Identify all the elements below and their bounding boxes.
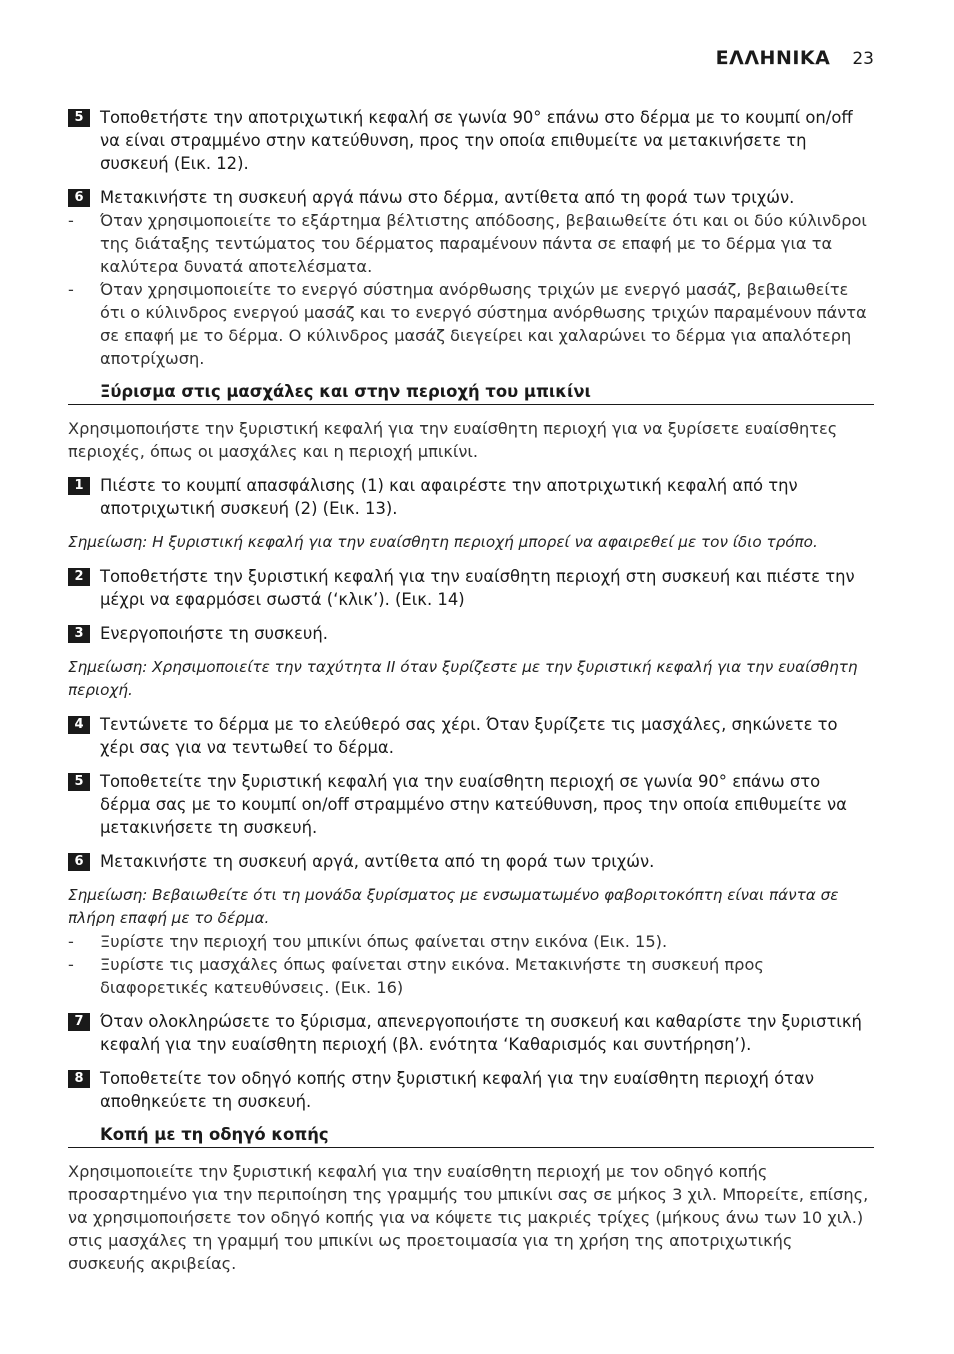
- step-item: [68, 1067, 874, 1113]
- step-number-badge: 3: [68, 625, 90, 643]
- note-text: Σημείωση: Χρησιμοποιείτε την ταχύτητα II όταν ξυρίζεστε με την ξυριστική κεφαλή για την ευαίσθητη περιοχή.: [68, 658, 858, 699]
- note-text: Σημείωση: Η ξυριστική κεφαλή για την ευαίσθητη περιοχή μπορεί να αφαιρεθεί με τον ίδιο τρόπο.: [68, 533, 818, 551]
- bullet-item: [68, 278, 874, 370]
- page-number: 23: [852, 49, 874, 69]
- step-item: [68, 850, 874, 873]
- paragraph: Χρησιμοποιήστε την ξυριστική κεφαλή για την ευαίσθητη περιοχή για να ξυρίσετε ευαίσθητες περιοχές, όπως οι μασχάλες και η περιοχή μπικίνι.: [68, 419, 838, 461]
- bullet-text: Όταν χρησιμοποιείτε το ενεργό σύστημα ανόρθωσης τριχών με ενεργό μασάζ, βεβαιωθείτε ότι ο κύλινδρος ενεργού μασάζ και το ενεργό σύστημα ανόρθωσης τριχών παραμένουν πάντα σε επαφή με το δέρμα. Ο κύλινδρος μασάζ διεγείρει και χαλαρώνει το δέρμα για απαλότερη αποτρίχωση.: [100, 280, 867, 368]
- step-item: [68, 1010, 874, 1056]
- step-number-badge: 5: [68, 773, 90, 791]
- section-heading: Ξύρισμα στις μασχάλες και στην περιοχή του μπικίνι: [68, 381, 874, 405]
- step-text: Πιέστε το κουμπί απασφάλισης (1) και αφαιρέστε την αποτριχωτική κεφαλή από την αποτριχωτική συσκευή (2) (Εικ. 13).: [100, 476, 798, 518]
- manual-content: [68, 106, 874, 1286]
- step-item: [68, 622, 874, 645]
- bullet-item: [68, 953, 874, 999]
- section-heading: Κοπή με τη οδηγό κοπής: [68, 1124, 874, 1148]
- step-text: Όταν ολοκληρώσετε το ξύρισμα, απενεργοποιήστε τη συσκευή και καθαρίστε την ξυριστική κεφαλή για την ευαίσθητη περιοχή (βλ. ενότητα ‘Καθαρισμός και συντήρηση’).: [100, 1012, 862, 1054]
- header-language: ΕΛΛΗΝΙΚΑ: [715, 47, 831, 69]
- dash-bullet-icon: -: [68, 932, 74, 951]
- step-number-badge: 5: [68, 109, 90, 127]
- step-number-badge: 7: [68, 1013, 90, 1031]
- dash-bullet-icon: -: [68, 280, 74, 299]
- bullet-list: [68, 930, 874, 999]
- paragraph: Χρησιμοποιείτε την ξυριστική κεφαλή για την ευαίσθητη περιοχή με τον οδηγό κοπής προσαρτημένο για την περιποίηση της γραμμής του μπικίνι σας σε μήκος 3 χιλ. Μπορείτε, επίσης, να χρησιμοποιήσετε τον οδηγό κοπής για να κόψετε τις μακριές τρίχες (μήκους άνω των 10 χιλ.) στις μασχάλες τη γραμμή του μπικίνι ως προετοιμασία για τη χρήση της αποτριχωτικής συσκευής ακριβείας.: [68, 1162, 869, 1273]
- step-item: [68, 770, 874, 839]
- step-text: Τεντώνετε το δέρμα με το ελεύθερό σας χέρι. Όταν ξυρίζετε τις μασχάλες, σηκώνετε το χέρι σας για να τεντωθεί το δέρμα.: [100, 715, 838, 757]
- dash-bullet-icon: -: [68, 211, 74, 230]
- step-number-badge: 8: [68, 1070, 90, 1088]
- bullet-text: Ξυρίστε την περιοχή του μπικίνι όπως φαίνεται στην εικόνα (Εικ. 15).: [100, 932, 668, 951]
- step-number-badge: 6: [68, 853, 90, 871]
- step-item: [68, 474, 874, 520]
- step-text: Τοποθετήστε την ξυριστική κεφαλή για την ευαίσθητη περιοχή στη συσκευή και πιέστε την μέχρι να εφαρμόσει σωστά (‘κλικ’). (Εικ. 14): [100, 567, 855, 609]
- step-item: [68, 713, 874, 759]
- note-text: Σημείωση: Βεβαιωθείτε ότι τη μονάδα ξυρίσματος με ενσωματωμένο φαβοριτοκόπτη είναι πάντα σε πλήρη επαφή με το δέρμα.: [68, 886, 839, 927]
- bullet-text: Όταν χρησιμοποιείτε το εξάρτημα βέλτιστης απόδοσης, βεβαιωθείτε ότι και οι δύο κύλινδροι της διάταξης τεντώματος του δέρματος παραμένουν πάντα σε επαφή με το δέρμα για τα καλύτερα δυνατά αποτελέσματα.: [100, 211, 867, 276]
- step-number-badge: 6: [68, 189, 90, 207]
- step-item: [68, 106, 874, 175]
- step-number-badge: 4: [68, 716, 90, 734]
- step-item: [68, 186, 874, 209]
- step-text: Μετακινήστε τη συσκευή αργά πάνω στο δέρμα, αντίθετα από τη φορά των τριχών.: [100, 188, 795, 207]
- bullet-text: Ξυρίστε τις μασχάλες όπως φαίνεται στην εικόνα. Μετακινήστε τη συσκευή προς διαφορετικές κατευθύνσεις. (Εικ. 16): [100, 955, 764, 997]
- step-number-badge: 1: [68, 477, 90, 495]
- step-text: Τοποθετείτε τον οδηγό κοπής στην ξυριστική κεφαλή για την ευαίσθητη περιοχή όταν αποθηκεύετε τη συσκευή.: [100, 1069, 815, 1111]
- bullet-item: [68, 930, 874, 953]
- step-number-badge: 2: [68, 568, 90, 586]
- dash-bullet-icon: -: [68, 955, 74, 974]
- step-text: Τοποθετείτε την ξυριστική κεφαλή για την ευαίσθητη περιοχή σε γωνία 90° επάνω στο δέρμα σας με το κουμπί on/off στραμμένο στην κατεύθυνση, προς την οποία επιθυμείτε να μετακινήσετε τη συσκευή.: [100, 772, 847, 837]
- bullet-item: [68, 209, 874, 278]
- step-text: Μετακινήστε τη συσκευή αργά, αντίθετα από τη φορά των τριχών.: [100, 852, 655, 871]
- page-header: [716, 47, 874, 69]
- step-text: Ενεργοποιήστε τη συσκευή.: [100, 624, 328, 643]
- step-item: [68, 565, 874, 611]
- step-text: Τοποθετήστε την αποτριχωτική κεφαλή σε γωνία 90° επάνω στο δέρμα με το κουμπί on/off να είναι στραμμένο στην κατεύθυνση, προς την οποία επιθυμείτε να μετακινήσετε τη συσκευή (Εικ. 12).: [100, 108, 853, 173]
- bullet-list: [68, 209, 874, 370]
